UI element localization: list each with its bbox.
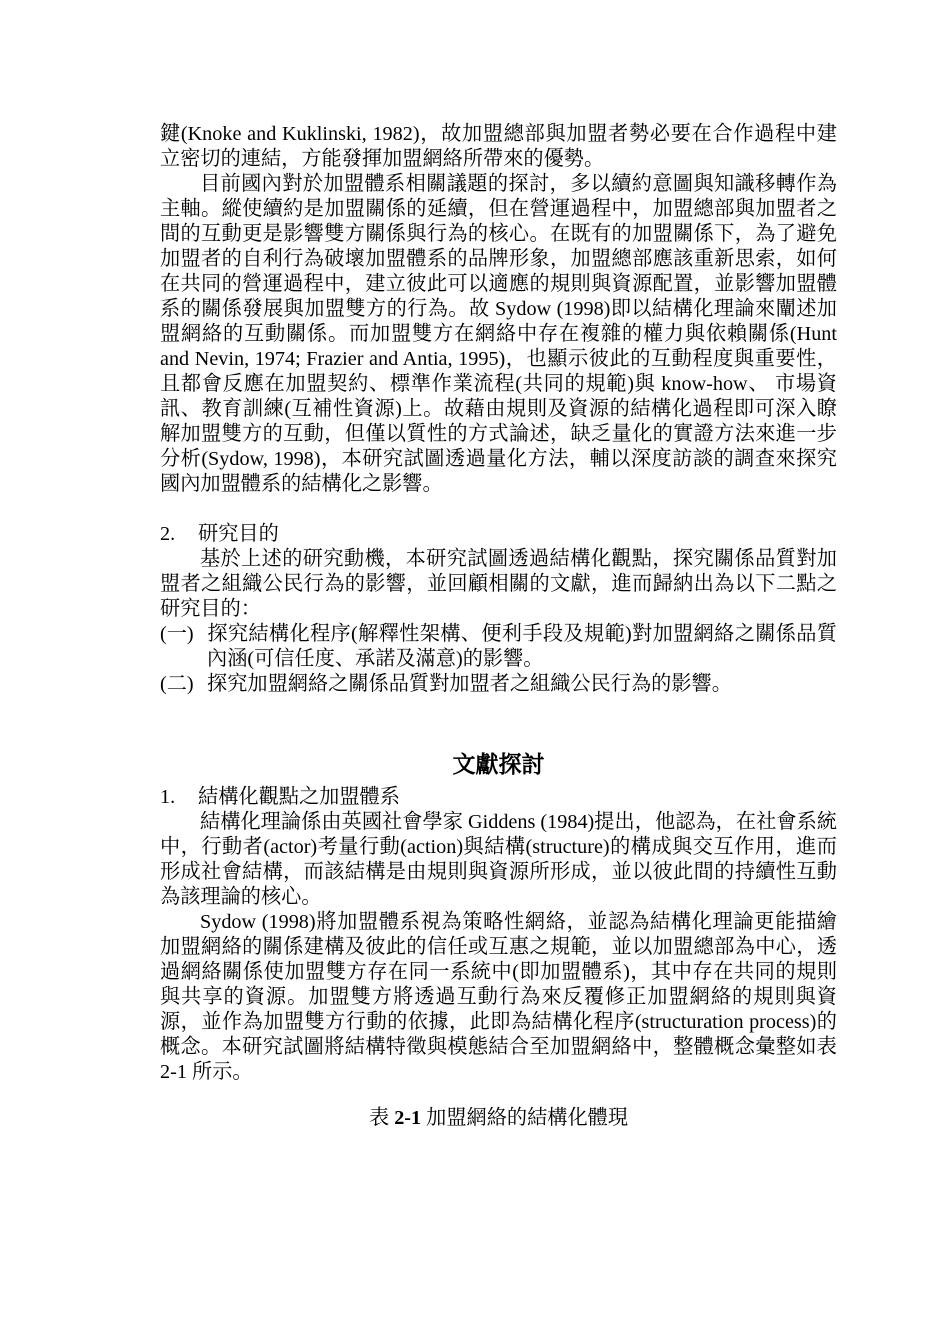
table-caption-prefix: 表 [368, 1107, 390, 1129]
list-item-text: 探究結構化程序(解釋性架構、便利手段及規範)對加盟網絡之關係品質內涵(可信任度、承諾及滿意)的影響。 [207, 623, 837, 670]
list-item-number: (二) [160, 673, 194, 695]
table-caption-label: 2-1 [394, 1107, 422, 1129]
literature-paragraph-1: 結構化理論係由英國社會學家 Giddens (1984)提出，他認為，在社會系統中，行動者(actor)考量行動(action)與結構(structure)的構成與交互作用，進而形成社會結構，而該結構是由規則與資源所形成，並以彼此間的持續性互動為該理論的核心。 [160, 811, 837, 908]
purpose-heading-title: 研究目的 [198, 523, 279, 545]
document-page [160, 122, 837, 1131]
list-item-text: 探究加盟網絡之關係品質對加盟者之組織公民行為的影響。 [207, 673, 732, 695]
purpose-list-item-2 [160, 672, 837, 697]
literature-paragraph-2: Sydow (1998)將加盟體系視為策略性網絡，並認為結構化理論更能描繪加盟網絡的關係建構及彼此的信任或互惠之規範，並以加盟總部為中心，透過網絡關係使加盟雙方存在同一系統中(即加盟體系)，其中存在共同的規則與共享的資源。加盟雙方將透過互動行為來反覆修正加盟網絡的規則與資源，並作為加盟雙方行動的依據，此即為結構化程序(structuration process)的概念。本研究試圖將結構特徵與模態結合至加盟網絡中，整體概念彙整如表 2-1 所示。 [160, 911, 837, 1083]
purpose-heading-number: 2. [160, 523, 176, 545]
list-item-number: (一) [160, 623, 194, 645]
literature-subheading [160, 785, 837, 810]
literature-subheading-number: 1. [160, 786, 176, 808]
purpose-paragraph: 基於上述的研究動機，本研究試圖透過結構化觀點，探究關係品質對加盟者之組織公民行為的影響，並回顧相關的文獻，進而歸納出為以下二點之研究目的： [160, 548, 837, 620]
table-caption-text: 加盟網絡的結構化體現 [426, 1107, 629, 1129]
literature-section-title: 文獻探討 [452, 752, 545, 777]
literature-subheading-title: 結構化觀點之加盟體系 [198, 786, 400, 808]
purpose-heading [160, 522, 837, 547]
table-caption [160, 1106, 837, 1131]
intro-paragraph-2: 目前國內對於加盟體系相關議題的探討，多以續約意圖與知識移轉作為主軸。縱使續約是加盟關係的延續，但在營運過程中，加盟總部與加盟者之間的互動更是影響雙方關係與行為的核心。在既有的加盟關係下，為了避免加盟者的自利行為破壞加盟體系的品牌形象，加盟總部應該重新思索，如何在共同的營運過程中，建立彼此可以適應的規則與資源配置，並影響加盟體系的關係發展與加盟雙方的行為。故 Sydow (1998)即以結構化理論來闡述加盟網絡的互動關係。而加盟雙方在網絡中存在複雜的權力與依賴關係(Hunt and Nevin, 1974; Frazier and Antia, 1995)，也顯示彼此的互動程度與重要性，且都會反應在加盟契約、標準作業流程(共同的規範)與 know-how、 市場資訊、教育訓練(互補性資源)上。故藉由規則及資源的結構化過程即可深入瞭解加盟雙方的互動，但僅以質性的方式論述，缺乏量化的實證方法來進一步分析(Sydow, 1998)，本研究試圖透過量化方法，輔以深度訪談的調查來探究國內加盟體系的結構化之影響。 [160, 173, 837, 495]
purpose-list-item-1 [160, 622, 837, 672]
intro-paragraph-1: 鍵(Knoke and Kuklinski, 1982)，故加盟總部與加盟者勢必要在合作過程中建立密切的連結，方能發揮加盟網絡所帶來的優勢。 [160, 123, 837, 170]
